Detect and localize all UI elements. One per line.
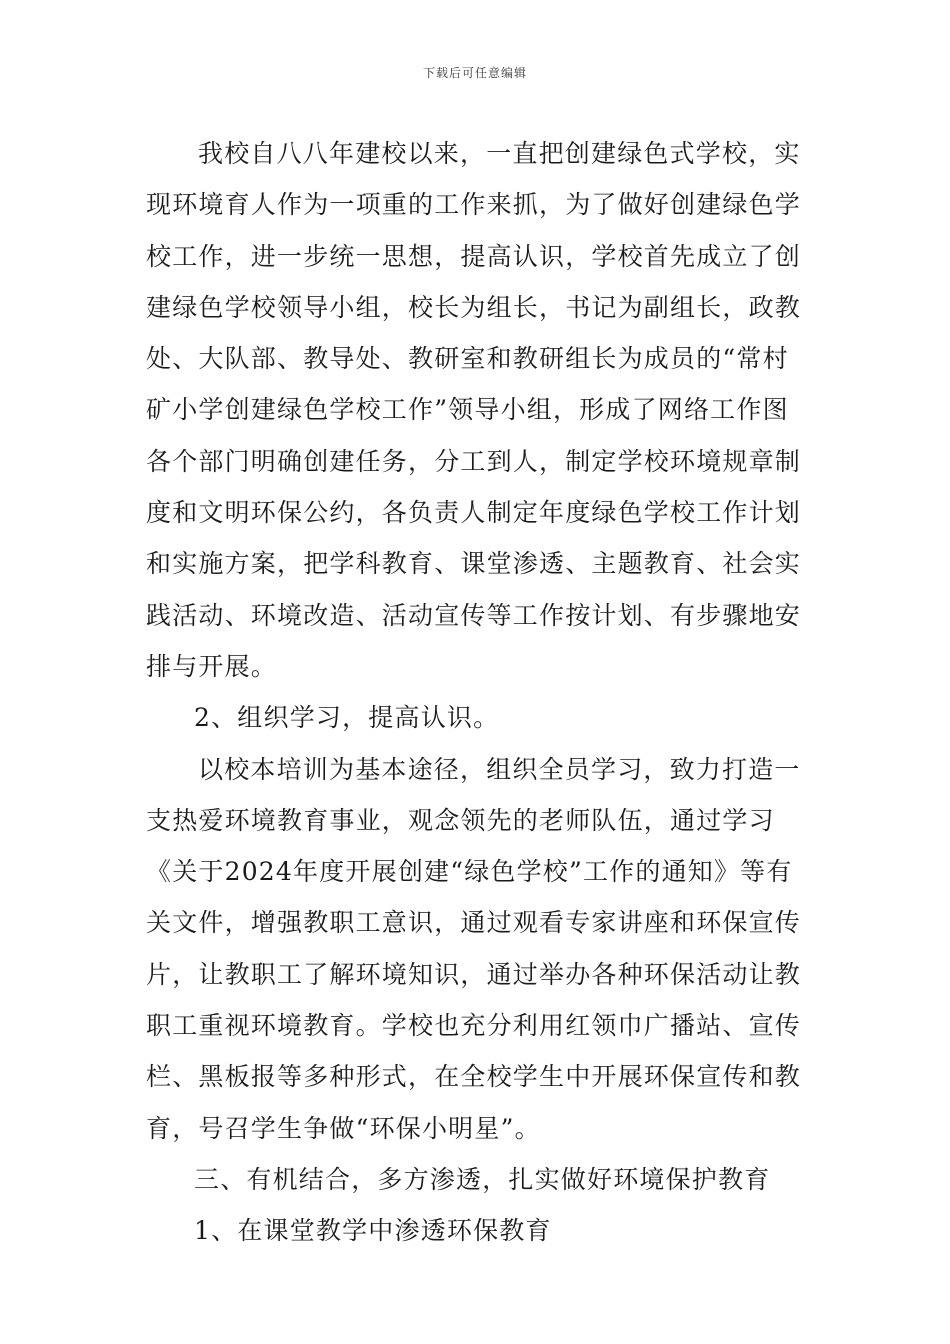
paragraph-line: 各个部门明确创建任务，分工到人，制定学校环境规章制 [146, 446, 802, 476]
paragraph-line: 《关于2024年度开展创建“绿色学校”工作的通知》等有 [146, 857, 793, 887]
paragraph-line: 现环境育人作为一项重的工作来抓，为了做好创建绿色学 [146, 190, 802, 220]
paragraph-line: 和实施方案，把学科教育、课堂渗透、主题教育、社会实 [146, 549, 802, 579]
paragraph-line: 校工作，进一步统一思想，提高认识，学校首先成立了创 [146, 241, 802, 271]
section-heading: 2、组织学习，提高认识。 [194, 703, 500, 733]
paragraph-line: 建绿色学校领导小组，校长为组长，书记为副组长，政教 [146, 292, 802, 322]
section-heading: 1、在课堂教学中渗透环保教育 [194, 1216, 552, 1246]
paragraph-line: 片，让教职工了解环境知识，通过举办各种环保活动让教 [146, 959, 802, 989]
paragraph-line: 践活动、环境改造、活动宣传等工作按计划、有步骤地安 [146, 600, 802, 630]
paragraph-line: 职工重视环境教育。学校也充分利用红领巾广播站、宣传 [146, 1011, 802, 1041]
document-body [146, 128, 806, 1257]
page-header: 下载后可任意编辑 [422, 66, 527, 80]
paragraph-line: 处、大队部、教导处、教研室和教研组长为成员的“常村 [146, 344, 789, 374]
paragraph-line: 排与开展。 [146, 651, 278, 681]
paragraph-line: 支热爱环境教育事业，观念领先的老师队伍，通过学习 [146, 805, 775, 835]
section-heading: 三、有机结合，多方渗透，扎实做好环境保护教育 [194, 1164, 771, 1194]
paragraph-line: 栏、黑板报等多种形式，在全校学生中开展环保宣传和教 [146, 1062, 802, 1092]
paragraph-line: 关文件，增强教职工意识，通过观看专家讲座和环保宣传 [146, 908, 802, 938]
paragraph-line: 矿小学创建绿色学校工作”领导小组，形成了网络工作图 [146, 395, 789, 425]
paragraph-line: 以校本培训为基本途径，组织全员学习，致力打造一 [198, 754, 801, 784]
paragraph-line: 我校自八八年建校以来，一直把创建绿色式学校，实 [198, 139, 801, 168]
paragraph-line: 育，号召学生争做“环保小明星”。 [146, 1113, 541, 1143]
paragraph-line: 度和文明环保公约，各负责人制定年度绿色学校工作计划 [146, 498, 802, 528]
